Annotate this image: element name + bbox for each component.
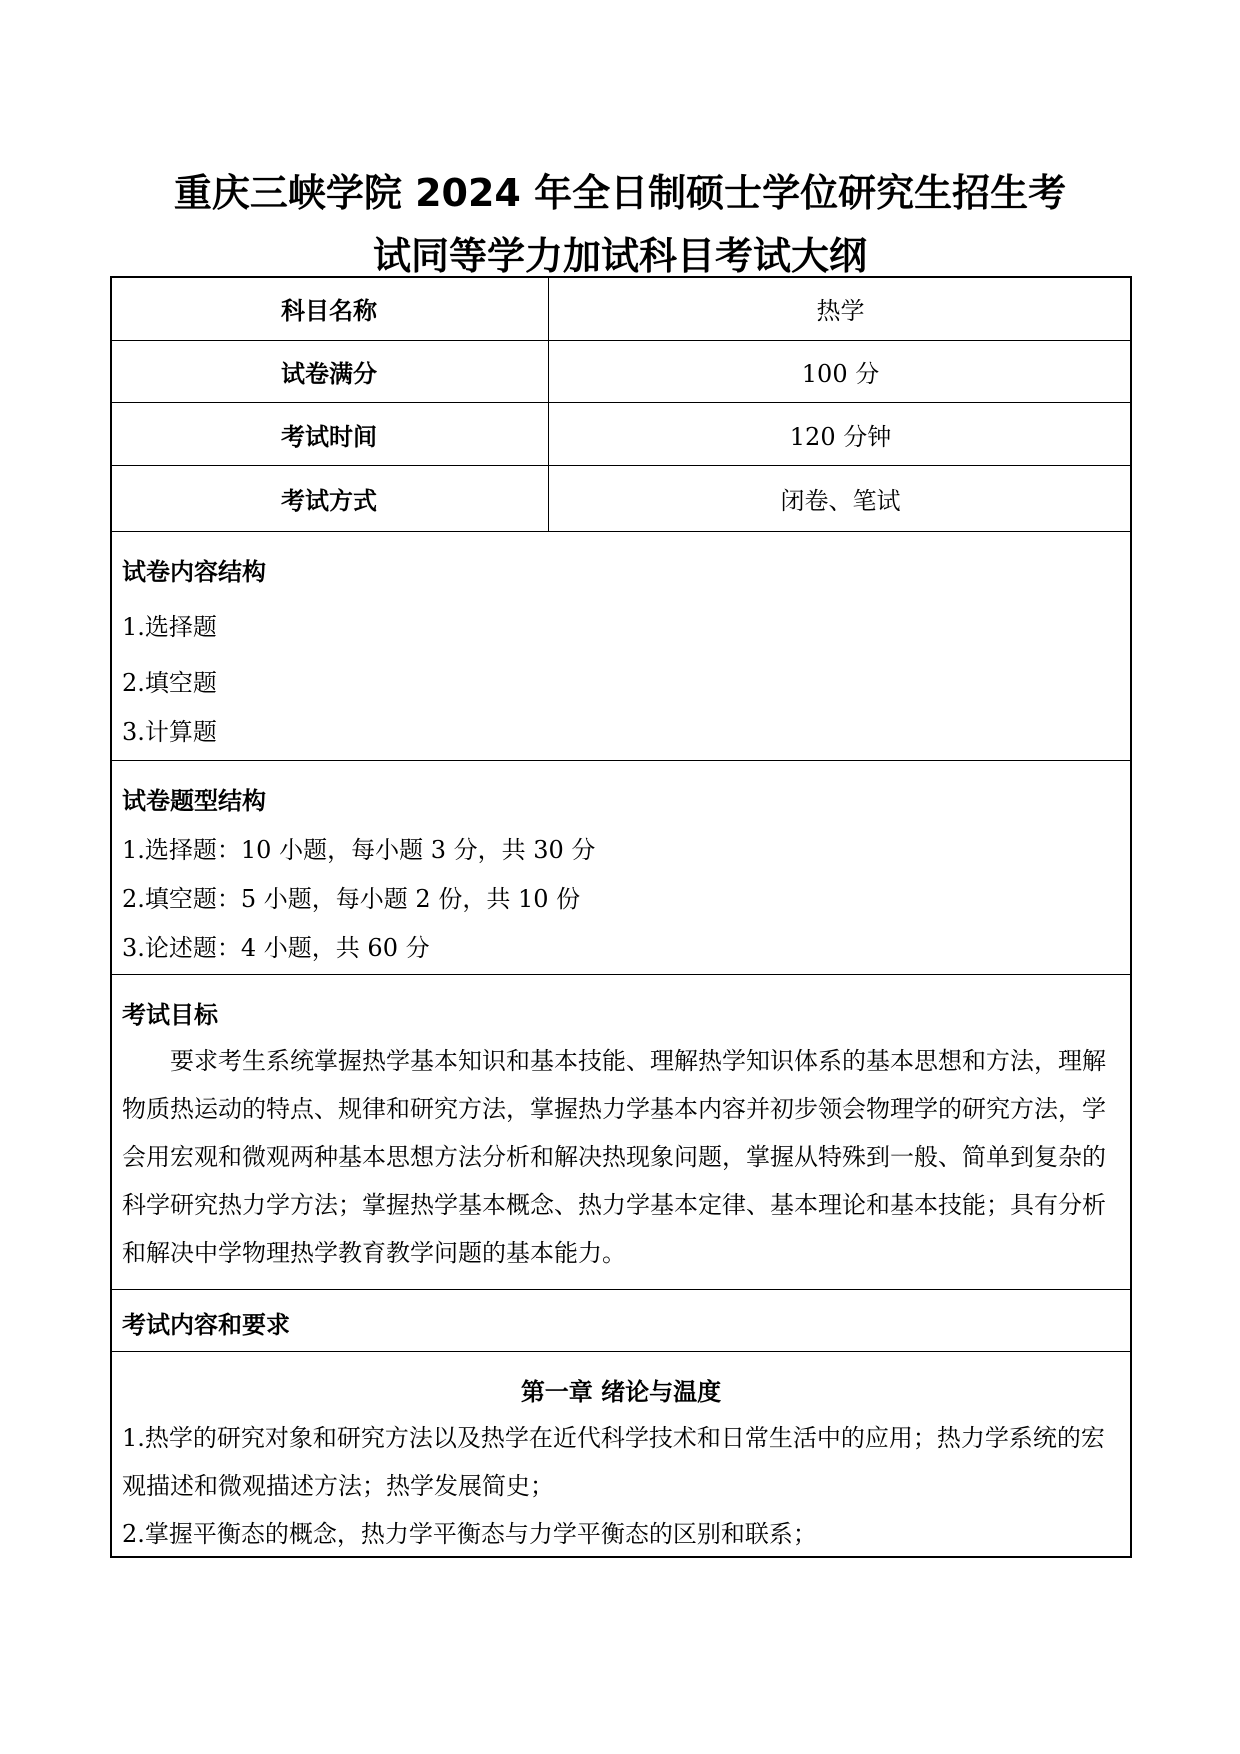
info-value: 闭卷、笔试 [548, 466, 1132, 531]
objectives-paragraph [122, 1037, 1117, 1277]
section-heading: 考试目标 [122, 1001, 218, 1029]
info-label: 科目名称 [281, 296, 377, 325]
list-item: 2.填空题 [122, 669, 217, 697]
chapter-heading: 第一章 绪论与温度 [520, 1378, 722, 1406]
section-heading: 试卷题型结构 [122, 787, 266, 815]
info-row-full-score [110, 340, 1132, 402]
requirement-item: 2.掌握平衡态的概念，热力学平衡态与力学平衡态的区别和联系； [122, 1520, 817, 1548]
info-row-exam-time [110, 402, 1132, 465]
section-requirements-body [110, 1351, 1132, 1558]
objectives-text: 要求考生系统掌握热学基本知识和基本技能、理解热学知识体系的基本思想和方法，理解物质热运动的特点、规律和研究方法，掌握热力学基本内容并初步领会物理学的研究方法，学会用宏观和微观两种基本思想方法分析和解决热现象问题，掌握从特殊到一般、简单到复杂的科学研究热力学方法；掌握热学基本概念、热力学基本定律、基本理论和基本技能；具有分析和解决中学物理热学教育教学问题的基本能力。 [122, 1047, 1106, 1267]
list-item: 1.选择题：10 小题，每小题 3 分，共 30 分 [122, 836, 596, 864]
info-value: 100 分 [548, 341, 1132, 402]
document-title-line-2: 试同等学力加试科目考试大纲 [372, 234, 867, 278]
section-requirements-heading-row [110, 1289, 1132, 1351]
info-label: 试卷满分 [281, 360, 377, 388]
info-label: 考试方式 [281, 487, 377, 515]
list-item: 1.选择题 [122, 613, 217, 641]
info-row-exam-method [110, 465, 1132, 531]
list-item: 3.论述题：4 小题，共 60 分 [122, 934, 430, 962]
section-question-structure [110, 760, 1132, 974]
info-row-subject [110, 276, 1132, 340]
section-content-structure [110, 531, 1132, 760]
requirement-item: 1.热学的研究对象和研究方法以及热学在近代科学技术和日常生活中的应用；热力学系统的宏观描述和微观描述方法；热学发展简史； [122, 1424, 1105, 1500]
document-title-line-1: 重庆三峡学院 2024 年全日制硕士学位研究生招生考 [173, 171, 1067, 215]
section-heading: 试卷内容结构 [122, 558, 266, 586]
list-item: 3.计算题 [122, 718, 217, 746]
info-label: 考试时间 [281, 422, 377, 451]
section-heading: 考试内容和要求 [122, 1311, 290, 1339]
section-objectives [110, 974, 1132, 1289]
info-value: 热学 [548, 276, 1132, 340]
list-item: 2.填空题：5 小题，每小题 2 份，共 10 份 [122, 885, 581, 913]
info-value: 120 分钟 [548, 403, 1132, 465]
